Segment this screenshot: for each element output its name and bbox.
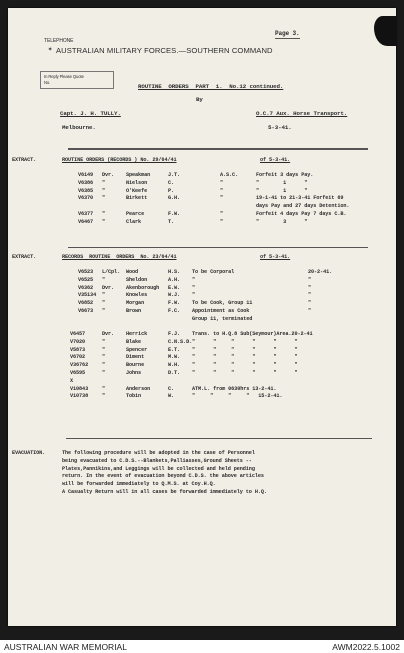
extract-2-heading: RECORDS ROUTINE ORDERS No. 23/64/41 — [62, 254, 177, 260]
service-number: V6386 — [78, 179, 94, 186]
initials: H.S. — [168, 269, 181, 275]
reply-line-2: No. — [44, 80, 51, 85]
rank: " — [102, 218, 106, 225]
initials: C. — [168, 385, 175, 392]
initials: E.T. — [168, 346, 181, 353]
transfer-text: Trans. to H.Q.8 Sub(Seymour)Area.20-2-41 — [192, 331, 313, 337]
surname: Johns — [126, 370, 142, 376]
order-date: " — [308, 276, 312, 283]
service-number: V36762 — [70, 362, 89, 369]
surname: Tobin — [126, 393, 142, 400]
surname: Clark — [126, 218, 142, 225]
service-number: V6467 — [78, 218, 94, 225]
order-text: Appointment as Cook — [192, 308, 250, 314]
divider-2 — [68, 247, 368, 248]
evacuation-line: return. In the event of evacuation beyond C.D.S. the above articles — [62, 473, 264, 480]
service-number: X — [70, 377, 74, 384]
surname: Brown — [126, 308, 142, 314]
evacuation-line: being evacuated to C.D.S.--Blankets,Palliasses,Ground Sheets -- — [62, 457, 252, 464]
service-number: V6523 — [78, 269, 94, 275]
officer-unit: O.C.7 Aux. Horse Transport. — [256, 110, 348, 117]
service-number: V10843 — [70, 385, 89, 392]
penalty-text: " 1 " — [256, 187, 308, 194]
initials: C. — [168, 179, 175, 186]
initials: D.T. — [168, 370, 181, 376]
transfer-text: " " " " 15-2-41. — [192, 393, 283, 400]
initials: A.H. — [168, 276, 181, 283]
order-date: " — [308, 300, 312, 307]
surname: Bourne — [126, 362, 145, 369]
telephone-label: TELEPHONE — [44, 38, 74, 44]
initials: W. — [168, 393, 175, 400]
ink-blot — [374, 16, 396, 46]
evacuation-label: EVACUATION. — [12, 450, 46, 456]
evacuation-line: The following procedure will be adopted in the case of Personnel — [62, 450, 255, 456]
rank: Dvr. — [102, 331, 115, 337]
unit: " — [220, 187, 224, 194]
surname: Wood — [126, 269, 139, 275]
surname: Akenborough — [126, 284, 160, 291]
rank: " — [102, 393, 106, 400]
transfer-text: " " " " " " — [192, 362, 298, 369]
surname: Herrick — [126, 331, 148, 337]
surname: Anderson — [126, 385, 151, 392]
initials: F.W. — [168, 300, 181, 307]
rank: Dvr. — [102, 284, 115, 291]
service-number: V6362 — [78, 284, 94, 291]
rank: " — [102, 354, 106, 361]
footer-bar — [0, 640, 404, 653]
rank: " — [102, 385, 106, 392]
orders-title: ROUTINE ORDERS PART 1. No.12 continued. — [138, 83, 284, 90]
unit: " — [220, 179, 224, 186]
evacuation-line: will be forwarded immediately to Q.M.S. at Coy.H.Q. — [62, 481, 216, 488]
penalty-text: days Pay and 27 days Detention. — [256, 203, 350, 210]
rank: L/Cpl. — [102, 269, 121, 275]
service-number: V6673 — [78, 308, 94, 314]
rank: " — [102, 179, 106, 186]
document-page — [8, 8, 396, 626]
rank: " — [102, 211, 106, 217]
penalty-text: " 1 " — [256, 179, 308, 186]
initials: G.H. — [168, 195, 181, 202]
order-date: " — [308, 284, 312, 291]
forces-heading: AUSTRALIAN MILITARY FORCES.—SOUTHERN COMMAND — [56, 46, 273, 55]
order-text: " — [192, 276, 196, 283]
service-number: V6702 — [70, 354, 86, 361]
surname: Pearce — [126, 211, 145, 217]
rank: " — [102, 308, 106, 314]
transfer-text: ATM.L. from 0630hrs 13-2-41. — [192, 385, 277, 392]
penalty-text: 19-1-41 to 21-3-41 Forfeit 69 — [256, 195, 344, 202]
service-number: V6377 — [78, 211, 94, 217]
service-number: V6149 — [78, 172, 94, 178]
order-text: To be Cook, Group 11 — [192, 300, 253, 307]
date-label: 5-3-41. — [268, 124, 292, 131]
rank: " — [102, 300, 106, 307]
rank: Dvr. — [102, 172, 115, 178]
order-text: Group 11, terminated — [192, 315, 253, 322]
rank: " — [102, 187, 106, 194]
service-number: V10738 — [70, 393, 89, 400]
service-number: V6852 — [78, 300, 94, 307]
order-text: To be Corporal — [192, 269, 235, 275]
transfer-text: " " " " " " — [192, 370, 298, 376]
extract-2-label: EXTRACT. — [12, 254, 37, 260]
initials: W.J. — [168, 292, 181, 299]
initials: C.N.S.D. — [168, 338, 193, 345]
rank: " — [102, 195, 106, 202]
service-number: V7020 — [70, 338, 86, 345]
rank: " — [102, 362, 106, 369]
unit: " — [220, 218, 224, 225]
footer-source: AUSTRALIAN WAR MEMORIAL — [4, 642, 127, 652]
extract-2-date: of 5-3-41. — [260, 254, 291, 260]
extract-1-label: EXTRACT. — [12, 157, 37, 163]
unit: " — [220, 211, 224, 217]
initials: F.C. — [168, 308, 181, 314]
place-label: Melbourne. — [62, 124, 96, 131]
surname: Blake — [126, 338, 142, 345]
officer-name: Capt. J. H. TULLY. — [60, 110, 121, 117]
unit: A.S.C. — [220, 172, 239, 178]
by-label: By — [196, 96, 203, 103]
surname: O'Keefe — [126, 187, 148, 194]
penalty-text: " 3 " — [256, 218, 308, 225]
page-underline — [275, 38, 300, 39]
order-text: " — [192, 292, 196, 299]
divider-3 — [66, 438, 372, 439]
transfer-text: " " " " " " — [192, 354, 298, 361]
transfer-text: " " " " " " — [192, 346, 298, 353]
divider-1 — [68, 148, 368, 150]
page-number: Page 3. — [275, 30, 300, 37]
rank: " — [102, 292, 106, 299]
penalty-text: Forfeit 3 days Pay. — [256, 172, 314, 178]
surname: Spencer — [126, 346, 148, 353]
surname: Morgan — [126, 300, 145, 307]
surname: Sheldon — [126, 276, 148, 283]
extract-1-date: of 5-3-41. — [260, 157, 291, 163]
service-number: V6370 — [78, 195, 94, 202]
order-date: " — [308, 292, 312, 299]
extract-1-heading: ROUTINE ORDERS (RECORDS ) No. 29/64/41 — [62, 157, 177, 163]
service-number: V6457 — [70, 331, 86, 337]
order-date: 20-2-41. — [308, 269, 333, 275]
rank: " — [102, 370, 106, 376]
surname: Knowles — [126, 292, 148, 299]
initials: M.W. — [168, 354, 181, 361]
star-emblem-icon: ✶ — [48, 46, 53, 54]
rank: " — [102, 346, 106, 353]
rank: " — [102, 338, 106, 345]
service-number: V5873 — [70, 346, 86, 353]
initials: F.J. — [168, 331, 181, 337]
order-text: " — [192, 284, 196, 291]
order-date: " — [308, 308, 312, 314]
surname: Birkett — [126, 195, 148, 202]
evacuation-line: A Casualty Return will in all cases be forwarded immediately to H.Q. — [62, 489, 267, 495]
surname: Speakman — [126, 172, 151, 178]
service-number: V6525 — [78, 276, 94, 283]
initials: F.W. — [168, 211, 181, 217]
penalty-text: Forfeit 4 days Pay 7 days C.B. — [256, 211, 347, 217]
initials: E.W. — [168, 284, 181, 291]
initials: P. — [168, 187, 175, 194]
transfer-text: " " " " " " — [192, 338, 298, 345]
initials: T. — [168, 218, 175, 225]
evacuation-line: Plates,Pannikins,and Leggings will be collected and held pending — [62, 465, 255, 472]
initials: J.T. — [168, 172, 181, 178]
service-number: V6595 — [70, 370, 86, 376]
rank: " — [102, 276, 106, 283]
surname: Diment — [126, 354, 145, 361]
initials: W.H. — [168, 362, 181, 369]
footer-id: AWM2022.5.1002 — [332, 642, 400, 652]
reply-line-1: In Reply Please Quote — [44, 74, 84, 79]
service-number: V35134 — [78, 292, 97, 299]
service-number: V6385 — [78, 187, 94, 194]
unit: " — [220, 195, 224, 202]
surname: Nielson — [126, 179, 148, 186]
